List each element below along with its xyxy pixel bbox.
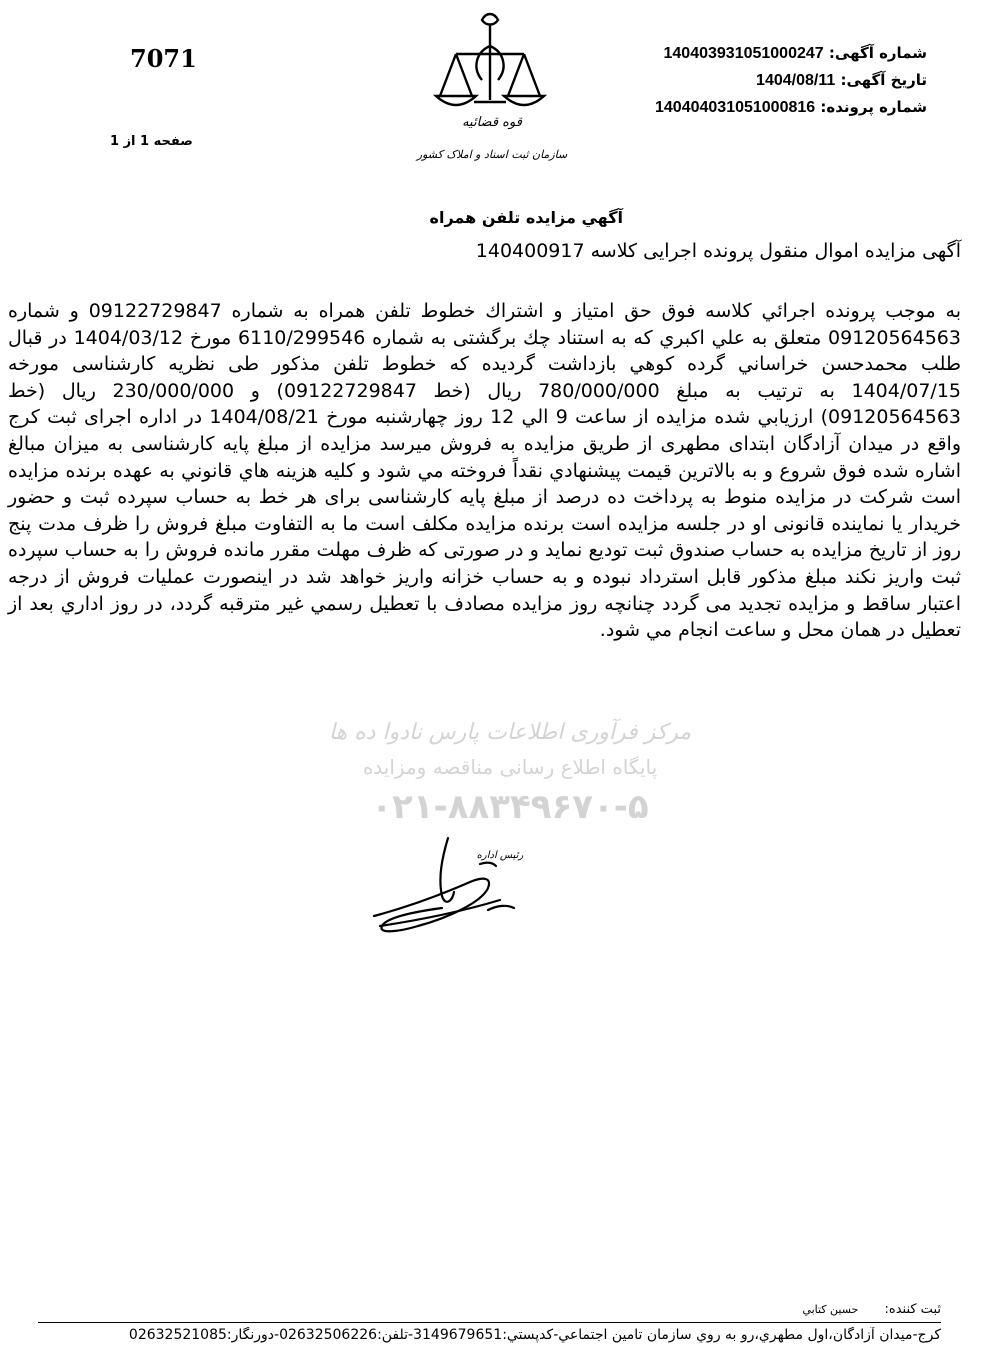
judiciary-emblem-icon	[400, 6, 580, 176]
notice-date-row	[655, 67, 927, 94]
case-number-row	[655, 94, 927, 121]
notice-number: 140403931051000247	[663, 45, 824, 62]
notice-date: 1404/08/11	[756, 72, 836, 89]
page-indicator: صفحه 1 از 1	[110, 134, 193, 149]
notice-body: به موجب پرونده اجرائي كلاسه فوق حق امتياز و اشتراك خطوط تلفن همراه به شماره 09122729847 و شماره 09120564563 متعلق به علي اكبري كه به استناد چك برگشتی به شماره 6110/299546 مورخ 1404/03/12 در قبال طلب محمدحسن خراساني گرده كوهي بازداشت گرديده كه خطوط تلفن مذكور طی نظريه كارشناسی مورخه 1404/07/15 به ترتيب به مبلغ 780/000/000 ريال (خط 09122729847) و 230/000/000 ريال (خط 09120564563) ارزيابي شده مزايده از ساعت 9 الي 12 روز چهارشنبه مورخ 1404/08/21 در اداره اجرای ثبت كرج واقع در ميدان آزادگان ابتدای مطهری از طريق مزايده به فروش ميرسد مزايده از مبلغ پايه كارشناسی به ميزان مبالغ اشاره شده فوق شروع و به بالاترين قيمت پيشنهادي نقداً فروخته مي شود و كليه هزينه هاي قانوني به عهده برنده مزايده است شركت در مزايده منوط به پرداخت ده درصد از مبلغ پايه كارشناسی برای هر خط به حساب سپرده ثبت و حضور خريدار يا نماينده قانونی او در جلسه مزايده است برنده مزايده مكلف است ما به التفاوت مبلغ فروش را ظرف مدت پنج روز از تاريخ مزايده به حساب صندوق ثبت توديع نمايد و در صورتی كه ظرف مهلت مقرر مانده فروش را به حساب سپرده ثبت واريز نكند مبلغ مذكور قابل استرداد نبوده و به حساب خزانه واريز خواهد شد در اينصورت عمليات فروش از درجه اعتبار ساقط و مزايده تجديد می گردد چنانچه روز مزايده مصادف با تعطيل رسمي غير مترقبه گردد، در روز اداري بعد از تعطيل در همان محل و ساعت انجام مي شود.	[8, 300, 962, 642]
watermark-phone: ۰۲۱-۸۸۳۴۹۶۷۰-۵	[371, 787, 649, 827]
notice-meta	[655, 40, 927, 121]
watermark-line-1: مرکز فرآوری اطلاعات پارس نادوا ده ها	[328, 720, 692, 745]
notice-number-row	[655, 40, 927, 67]
document-code: 7071	[130, 44, 197, 73]
svg-text:قوه قضائیه: قوه قضائیه	[462, 115, 522, 130]
watermark-line-2: پایگاه اطلاع رسانی مناقصه ومزایده	[362, 755, 658, 779]
notice-title: آگهي مزايده تلفن همراه	[429, 208, 623, 227]
svg-text:رئیس اداره: رئیس اداره	[476, 850, 524, 861]
notice-date-label: تاریخ آگهی:	[840, 71, 927, 89]
registrar-name: حسين كتابي	[802, 1303, 859, 1316]
registrar-line	[802, 1302, 941, 1317]
signature-icon	[360, 830, 530, 940]
case-number-label: شماره پرونده:	[820, 98, 927, 116]
registrar-label: ثبت کننده:	[884, 1302, 941, 1317]
notice-subtitle: آگهی مزایده اموال منقول پرونده اجرایی کلاسه 140400917	[475, 240, 961, 262]
footer-address: كرج-ميدان آزادگان،اول مطهري،رو به روي سازمان تامين اجتماعي-كدپستي:3149679651-تلفن:02632506226-دورنگار:02632521085	[128, 1327, 941, 1343]
notice-number-label: شماره آگهی:	[828, 44, 927, 62]
footer-divider	[38, 1322, 941, 1323]
case-number: 140404031051000816	[655, 99, 816, 116]
svg-text:سازمان ثبت اسناد و املاک کشور: سازمان ثبت اسناد و املاک کشور	[416, 148, 568, 161]
